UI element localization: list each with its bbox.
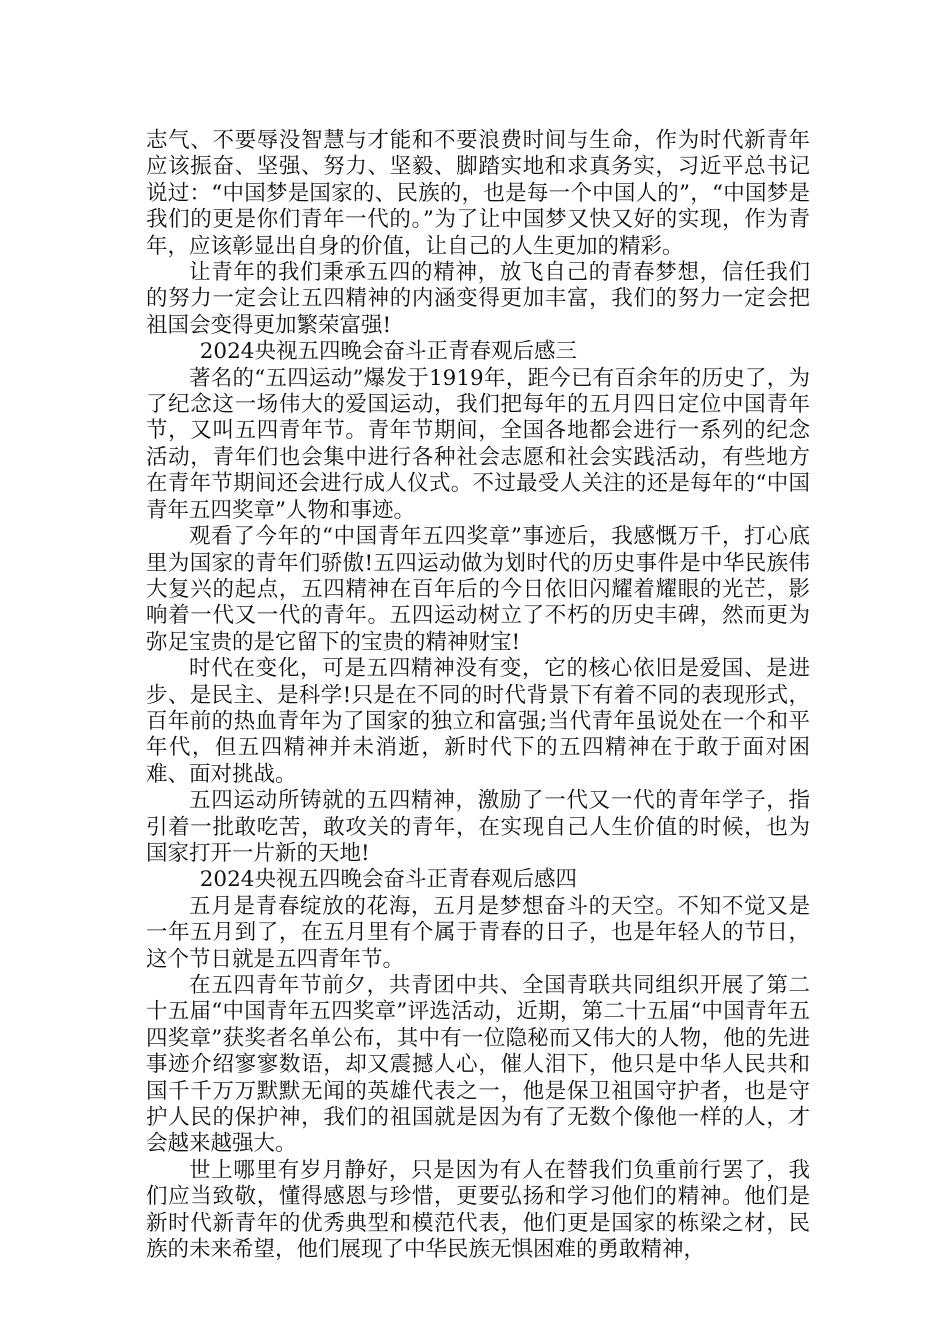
document-page	[146, 128, 810, 1263]
paragraph: 世上哪里有岁月静好，只是因为有人在替我们负重前行罢了，我们应当致敬，懂得感恩与珍惜，更要弘扬和学习他们的精神。他们是新时代新青年的优秀典型和模范代表，他们更是国家的栋梁之材，民族的未来希望，他们展现了中华民族无惧困难的勇敢精神，	[146, 1157, 810, 1263]
paragraph: 在五四青年节前夕，共青团中共、全国青联共同组织开展了第二十五届“中国青年五四奖章”评选活动，近期，第二十五届“中国青年五四奖章”获奖者名单公布，其中有一位隐秘而又伟大的人物，他的先进事迹介绍寥寥数语，却又震撼人心，催人泪下，他只是中华人民共和国千千万万默默无闻的英雄代表之一，他是保卫祖国守护者，也是守护人民的保护神，我们的祖国就是因为有了无数个像他一样的人，才会越来越强大。	[146, 973, 810, 1157]
paragraph: 五四运动所铸就的五四精神，激励了一代又一代的青年学子，指引着一批敢吃苦，敢攻关的青年，在实现自己人生价值的时候，也为国家打开一片新的天地!	[146, 788, 810, 866]
section-heading: 2024央视五四晚会奋斗正青春观后感三	[199, 339, 577, 365]
paragraph: 时代在变化，可是五四精神没有变，它的核心依旧是爱国、是进步、是民主、是科学!只是在不同的时代背景下有着不同的表现形式，百年前的热血青年为了国家的独立和富强;当代青年虽说处在一个和平年代，但五四精神并未消逝，新时代下的五四精神在于敢于面对困难、面对挑战。	[146, 656, 810, 787]
section-heading: 2024央视五四晚会奋斗正青春观后感四	[199, 867, 577, 893]
paragraph: 让青年的我们秉承五四的精神，放飞自己的青春梦想，信任我们的努力一定会让五四精神的内涵变得更加丰富，我们的努力一定会把祖国会变得更加繁荣富强!	[146, 260, 810, 338]
paragraph: 五月是青春绽放的花海，五月是梦想奋斗的天空。不知不觉又是一年五月到了，在五月里有个属于青春的日子，也是年轻人的节日，这个节日就是五四青年节。	[146, 893, 810, 972]
paragraph: 志气、不要辱没智慧与才能和不要浪费时间与生命，作为时代新青年应该振奋、坚强、努力、坚毅、脚踏实地和求真务实，习近平总书记说过：“中国梦是国家的、民族的，也是每一个中国人的”，“中国梦是我们的更是你们青年一代的。”为了让中国梦又快又好的实现，作为青年，应该彰显出自身的价值，让自己的人生更加的精彩。	[146, 128, 810, 259]
paragraph: 观看了今年的“中国青年五四奖章”事迹后，我感慨万千，打心底里为国家的青年们骄傲!五四运动做为划时代的历史事件是中华民族伟大复兴的起点，五四精神在百年后的今日依旧闪耀着耀眼的光芒，影响着一代又一代的青年。五四运动树立了不朽的历史丰碑，然而更为弥足宝贵的是它留下的宝贵的精神财宝!	[146, 524, 810, 655]
paragraph: 著名的“五四运动”爆发于1919年，距今已有百余年的历史了，为了纪念这一场伟大的爱国运动，我们把每年的五月四日定位中国青年节，又叫五四青年节。青年节期间，全国各地都会进行一系列的纪念活动，青年们也会集中进行各种社会志愿和社会实践活动，有些地方在青年节期间还会进行成人仪式。不过最受人关注的还是每年的“中国青年五四奖章”人物和事迹。	[146, 365, 810, 523]
